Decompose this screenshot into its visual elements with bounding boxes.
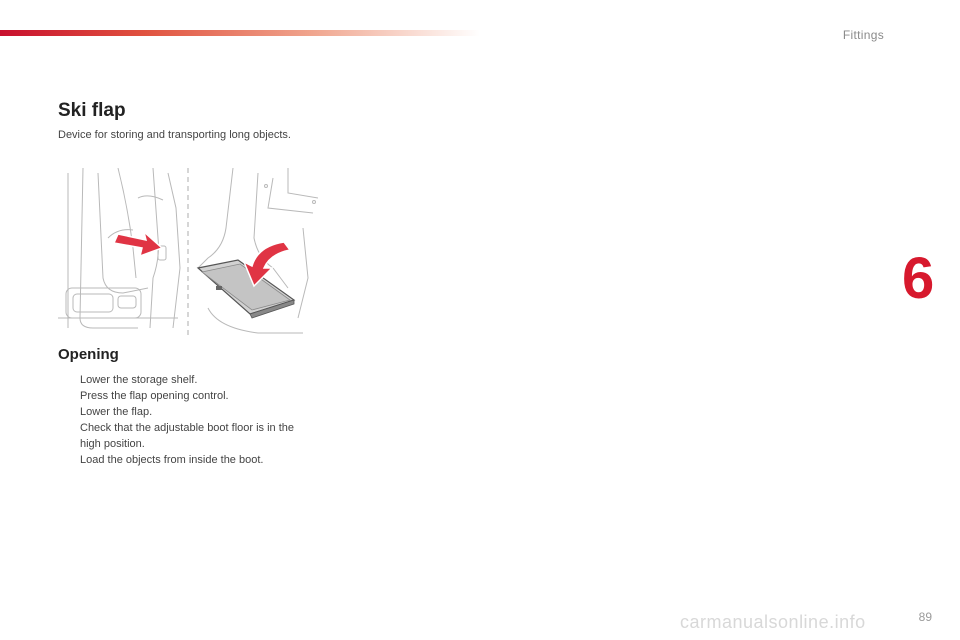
list-item [58, 372, 308, 388]
step-text: Lower the storage shelf. [80, 374, 198, 386]
intro-text: Device for storing and transporting long objects. [58, 129, 291, 141]
page-number: 89 [918, 610, 932, 624]
list-item [58, 452, 308, 468]
watermark: carmanualsonline.info [680, 612, 866, 632]
step-text: Load the objects from inside the boot. [80, 454, 264, 466]
step-text: Lower the flap. [80, 406, 153, 418]
header-accent-bar [0, 30, 480, 36]
opening-heading: Opening [58, 346, 119, 363]
right-lower-arrow [244, 242, 290, 286]
page-title: Ski flap [58, 100, 126, 121]
list-item [58, 388, 308, 404]
section-title: Fittings [842, 28, 884, 42]
opening-steps-list [58, 372, 308, 468]
chapter-number: 6 [902, 246, 935, 311]
list-item [58, 404, 308, 420]
step-text: Press the flap opening control. [80, 390, 229, 402]
list-item [58, 420, 308, 452]
step-text: Check that the adjustable boot floor is in the high position. [80, 422, 295, 450]
left-press-arrow [114, 232, 162, 256]
ski-flap-illustration [58, 168, 318, 338]
